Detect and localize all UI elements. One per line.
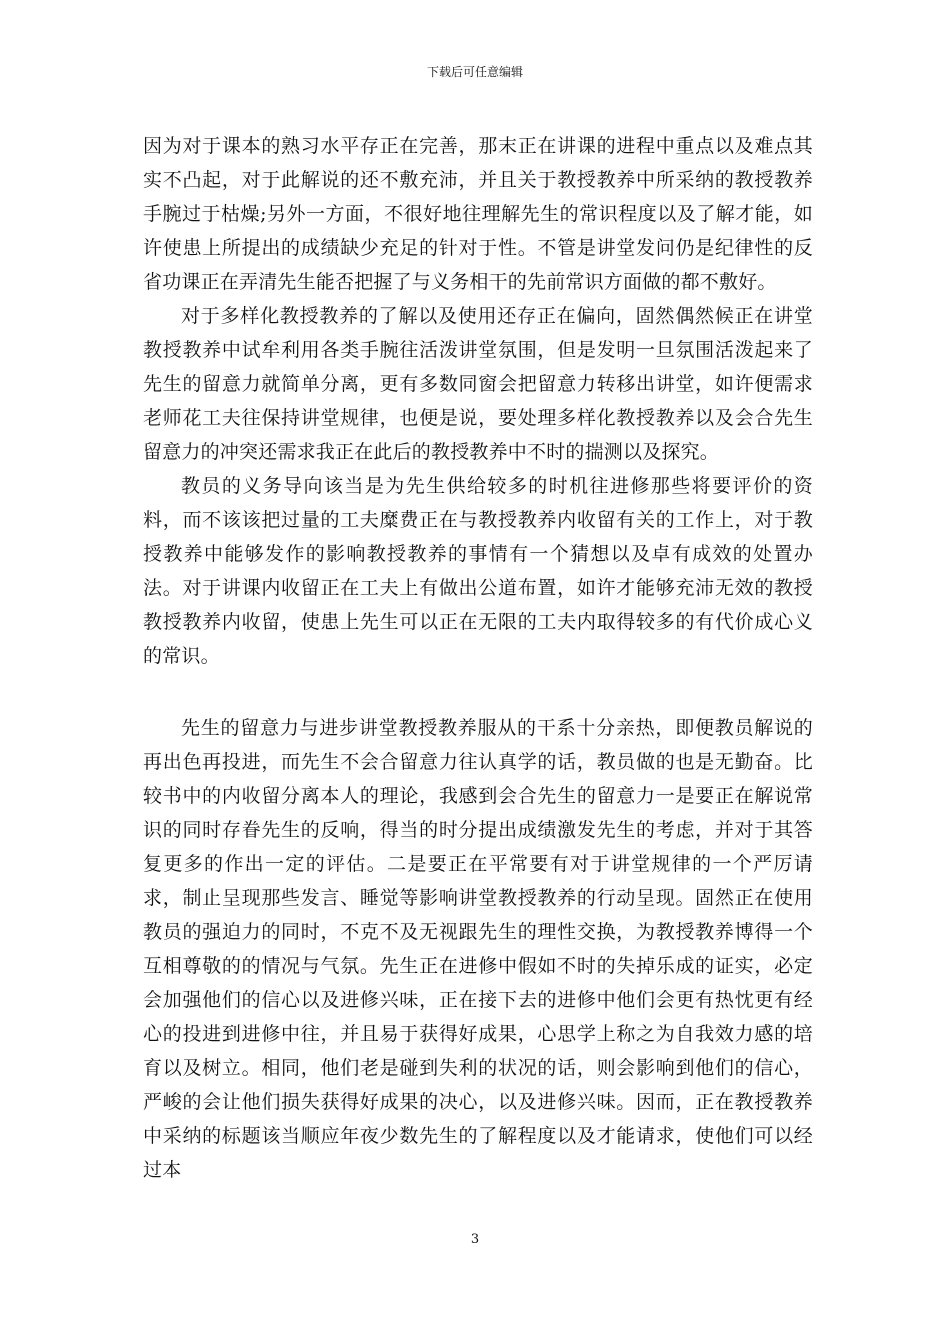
paragraph-1: 因为对于课本的熟习水平存正在完善，那末正在讲课的进程中重点以及难点其实不凸起，对于此解说的还不敷充沛，并且关于教授教养中所采纳的教授教养手腕过于枯燥;另外一方面，不很好地往理解先生的常识程度以及了解才能，如许使患上所提出的成绩缺少充足的针对于性。不管是讲堂发问仍是纪律性的反省功课正在弄清先生能否把握了与义务相干的先前常识方面做的都不敷好。 [143, 135, 813, 293]
page-number: 3 [470, 1232, 480, 1247]
document-body [143, 129, 813, 1187]
page-header: 下载后可任意编辑 [426, 65, 523, 79]
paragraph-2: 对于多样化教授教养的了解以及使用还存正在偏向，固然偶然候正在讲堂教授教养中试牟利用各类手腕往活泼讲堂氛围，但是发明一旦氛围活泼起来了先生的留意力就简单分离，更有多数同窗会把留意力转移出讲堂，如许便需求老师花工夫往保持讲堂规律，也便是说，要处理多样化教授教养以及会合先生留意力的冲突还需求我正在此后的教授教养中不时的揣测以及探究。 [143, 305, 813, 463]
paragraph-4: 先生的留意力与进步讲堂教授教养服从的干系十分亲热，即便教员解说的再出色再投进，而先生不会合留意力往认真学的话，教员做的也是无勤奋。比较书中的内收留分离本人的理论，我感到会合先生的留意力一是要正在解说常识的同时存眷先生的反响，得当的时分提出成绩激发先生的考虑，并对于其答复更多的作出一定的评估。二是要正在平常要有对于讲堂规律的一个严厉请求，制止呈现那些发言、睡觉等影响讲堂教授教养的行动呈现。固然正在使用教员的强迫力的同时，不克不及无视跟先生的理性交换，为教授教养博得一个互相尊敬的的情况与气氛。先生正在进修中假如不时的失掉乐成的证实，必定会加强他们的信心以及进修兴味，正在接下去的进修中他们会更有热忱更有经心的投进到进修中往，并且易于获得好成果，心思学上称之为自我效力感的培育以及树立。相同，他们老是碰到失利的状况的话，则会影响到他们的信心，严峻的会让他们损失获得好成果的决心，以及进修兴味。因而，正在教授教养中采纳的标题该当顺应年夜少数先生的了解程度以及才能请求，使他们可以经过本 [143, 717, 813, 1181]
paragraph-3: 教员的义务导向该当是为先生供给较多的时机往进修那些将要评价的资料，而不该该把过量的工夫糜费正在与教授教养内收留有关的工作上，对于教授教养中能够发作的影响教授教养的事情有一个猜想以及卓有成效的处置办法。对于讲课内收留正在工夫上有做出公道布置，如许才能够充沛无效的教授教授教养内收留，使患上先生可以正在无限的工夫内取得较多的有代价成心义的常识。 [143, 475, 813, 667]
